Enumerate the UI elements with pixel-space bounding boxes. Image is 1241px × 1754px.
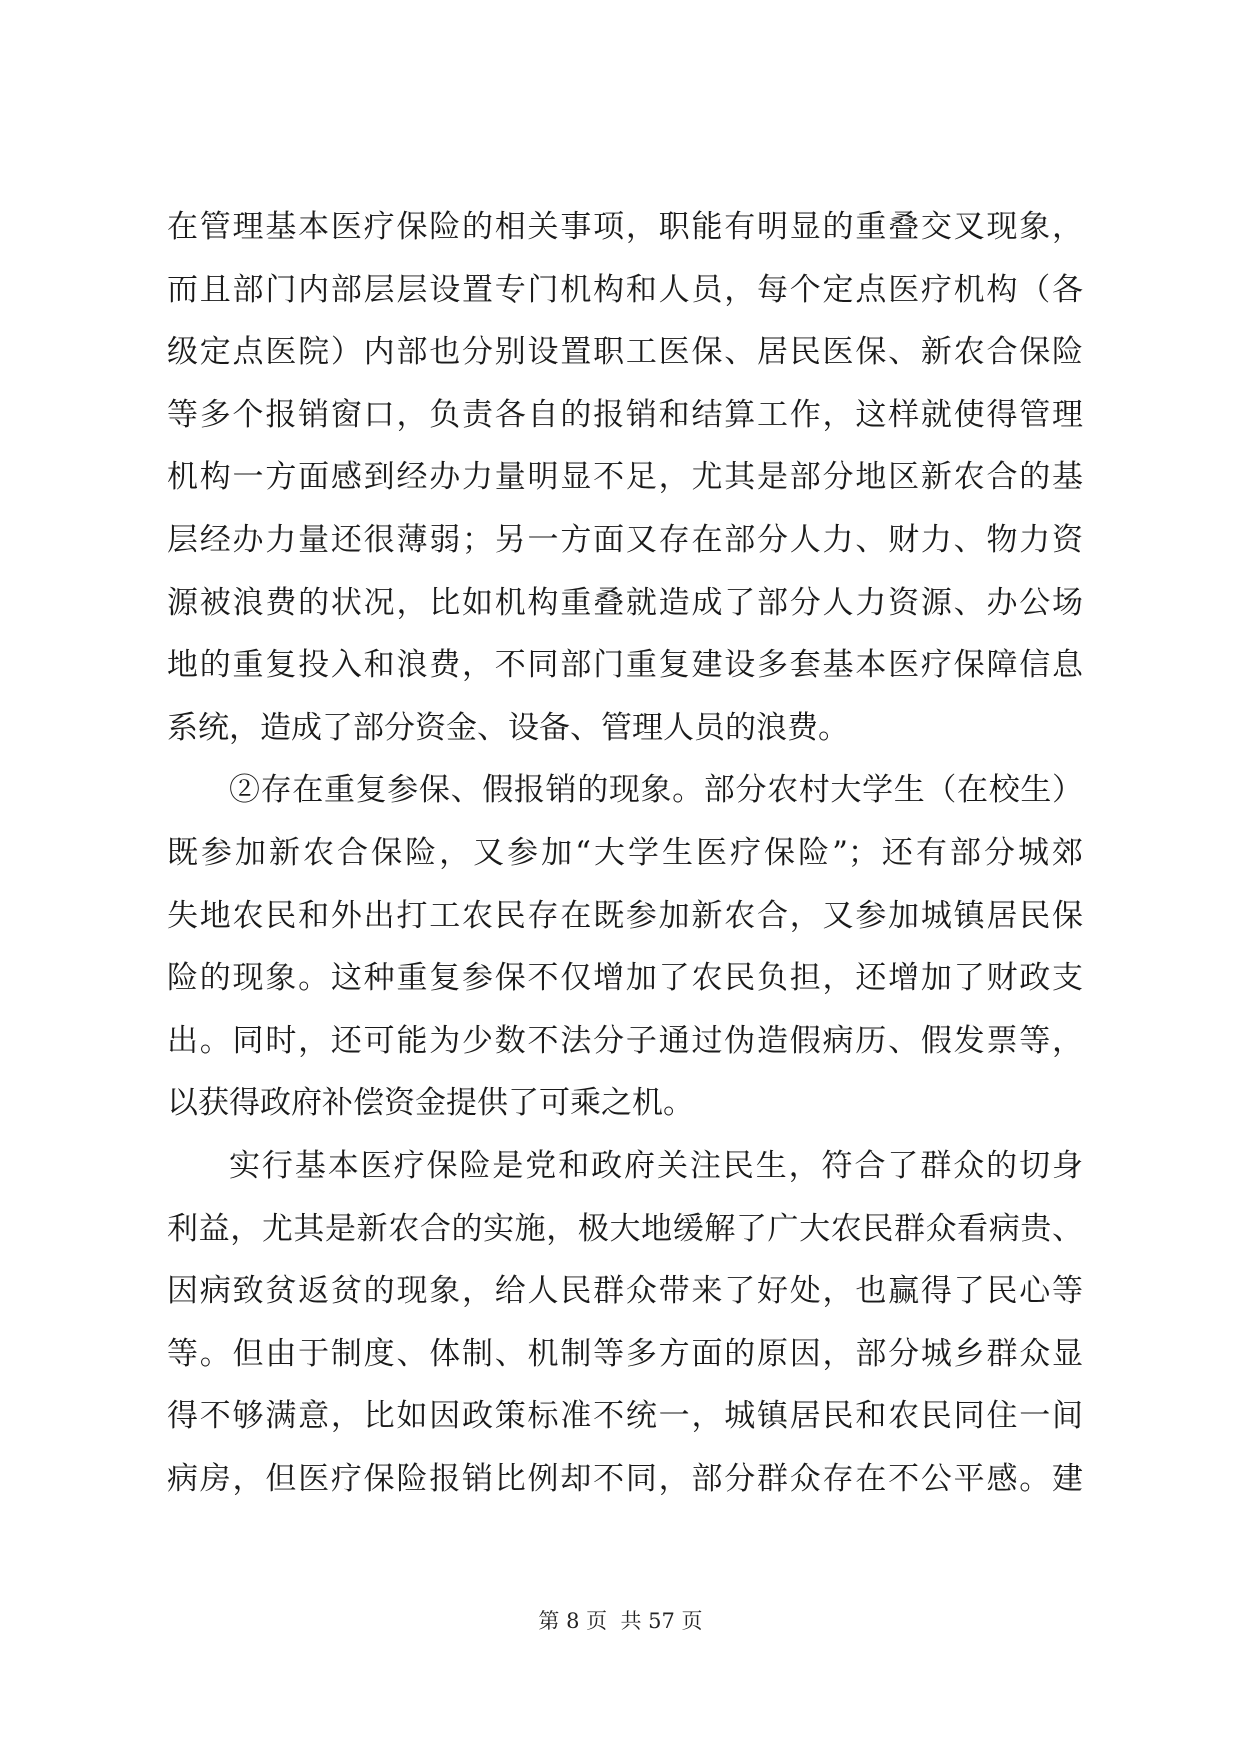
text-line: 级定点医院）内部也分别设置职工医保、居民医保、新农合保险 <box>167 334 1083 371</box>
text-line: 等多个报销窗口，负责各自的报销和结算工作，这样就使得管理 <box>167 396 1083 433</box>
text-line: 因病致贫返贫的现象，给人民群众带来了好处，也赢得了民心等 <box>167 1273 1083 1310</box>
text-line: 系统，造成了部分资金、设备、管理人员的浪费。 <box>167 709 849 746</box>
text-line: 以获得政府补偿资金提供了可乘之机。 <box>167 1085 694 1122</box>
text-line: 病房，但医疗保险报销比例却不同，部分群众存在不公平感。建 <box>167 1460 1083 1497</box>
text-line: 得不够满意，比如因政策标准不统一，城镇居民和农民同住一间 <box>167 1398 1083 1435</box>
page-number-label: 第 8 页 共 57 页 <box>538 1609 703 1633</box>
paragraph-start-line: 实行基本医疗保险是党和政府关注民生，符合了群众的切身 <box>229 1147 1083 1184</box>
text-line: 地的重复投入和浪费，不同部门重复建设多套基本医疗保障信息 <box>167 647 1083 684</box>
text-line: 源被浪费的状况，比如机构重叠就造成了部分人力资源、办公场 <box>167 584 1083 621</box>
text-line: 机构一方面感到经办力量明显不足，尤其是部分地区新农合的基 <box>167 459 1083 496</box>
text-line: 利益，尤其是新农合的实施，极大地缓解了广大农民群众看病贵、 <box>167 1210 1083 1247</box>
text-line: 等。但由于制度、体制、机制等多方面的原因，部分城乡群众显 <box>167 1335 1083 1372</box>
page-footer <box>0 1606 1241 1636</box>
text-line: 而且部门内部层层设置专门机构和人员，每个定点医疗机构（各 <box>167 271 1083 308</box>
text-line: 失地农民和外出打工农民存在既参加新农合，又参加城镇居民保 <box>167 897 1083 934</box>
text-line: 既参加新农合保险，又参加“大学生医疗保险”；还有部分城郊 <box>167 834 1083 871</box>
paragraph-start-line: ②存在重复参保、假报销的现象。部分农村大学生（在校生） <box>229 772 1083 809</box>
document-body <box>167 196 1083 1510</box>
text-line: 在管理基本医疗保险的相关事项，职能有明显的重叠交叉现象， <box>167 209 1083 245</box>
text-line: 层经办力量还很薄弱；另一方面又存在部分人力、财力、物力资 <box>167 521 1083 558</box>
text-line: 出。同时，还可能为少数不法分子通过伪造假病历、假发票等， <box>167 1022 1083 1059</box>
text-line: 险的现象。这种重复参保不仅增加了农民负担，还增加了财政支 <box>167 960 1083 997</box>
